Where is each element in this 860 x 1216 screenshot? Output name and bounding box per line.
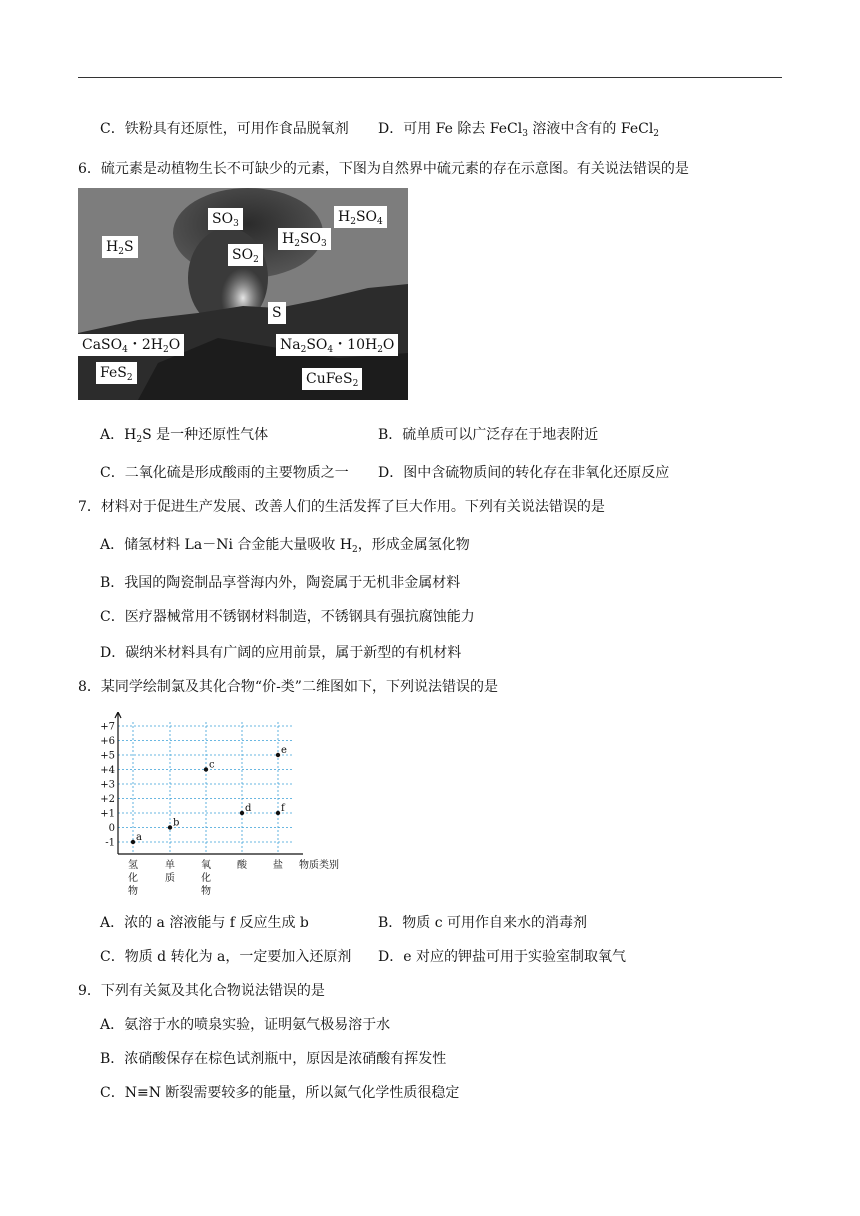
- x-category-label: 质: [165, 873, 175, 884]
- y-tick-label: +7: [100, 721, 115, 733]
- label-h2so4: $H_2SO_4$: [334, 206, 387, 228]
- y-tick-label: +4: [100, 765, 115, 776]
- q8-option-d[interactable]: D．e 对应的钾盐可用于实验室制取氧气: [378, 949, 626, 965]
- x-category-label: 单: [165, 860, 175, 871]
- q8-option-c[interactable]: C．物质 d 转化为 a，一定要加入还原剂: [100, 949, 352, 965]
- label-h2so3: $H_2SO_3$: [278, 228, 331, 250]
- x-axis-label: 物质类别: [299, 860, 339, 871]
- q7-option-b[interactable]: B．我国的陶瓷制品享誉海内外，陶瓷属于无机非金属材料: [100, 575, 461, 591]
- label-h2s: $H_2S$: [102, 236, 138, 258]
- point-label-d: d: [245, 803, 252, 814]
- point-label-f: f: [281, 803, 285, 814]
- point-label-a: a: [136, 832, 142, 843]
- sulfur-nature-photo: [78, 188, 408, 400]
- x-category-label: 酸: [237, 860, 247, 871]
- y-tick-label: 0: [108, 823, 115, 834]
- q8-option-b[interactable]: B．物质 c 可用作自来水的消毒剂: [378, 915, 588, 931]
- label-s: S: [268, 302, 286, 324]
- point-b: [168, 825, 172, 829]
- q7-stem: 7．材料对于促进生产发展、改善人们的生活发挥了巨大作用。下列有关说法错误的是: [78, 499, 605, 515]
- q5-option-c[interactable]: C．铁粉具有还原性，可用作食品脱氧剂: [100, 121, 349, 137]
- q7-option-c[interactable]: C．医疗器械常用不锈钢材料制造，不锈钢具有强抗腐蚀能力: [100, 609, 475, 625]
- label-so2: $SO_2$: [228, 244, 263, 266]
- q6-option-a[interactable]: A．$H_2S$ 是一种还原性气体: [100, 427, 269, 445]
- q9-option-a[interactable]: A．氨溶于水的喷泉实验，证明氨气极易溶于水: [100, 1017, 391, 1033]
- x-category-label: 盐: [273, 860, 283, 871]
- x-category-label: 氧: [201, 860, 211, 871]
- label-caso4: CaSO$_4$・$2H_2O$: [78, 334, 184, 356]
- q9-option-b[interactable]: B．浓硝酸保存在棕色试剂瓶中，原因是浓硝酸有挥发性: [100, 1051, 447, 1067]
- q6-option-c[interactable]: C．二氧化硫是形成酸雨的主要物质之一: [100, 465, 349, 481]
- q6-option-b[interactable]: B．硫单质可以广泛存在于地表附近: [378, 427, 599, 443]
- point-a: [131, 840, 135, 844]
- q7-option-d[interactable]: D．碳纳米材料具有广阔的应用前景，属于新型的有机材料: [100, 645, 462, 661]
- y-tick-label: +3: [100, 779, 115, 791]
- label-fes2: FeS$_2$: [96, 362, 137, 384]
- q8-stem: 8．某同学绘制氯及其化合物“价-类”二维图如下，下列说法错误的是: [78, 679, 498, 695]
- y-tick-label: +2: [100, 794, 115, 805]
- label-so3: $SO_3$: [208, 208, 243, 230]
- point-label-e: e: [281, 745, 287, 756]
- label-cufes2: CuFeS$_2$: [302, 368, 362, 390]
- point-label-c: c: [209, 759, 215, 771]
- x-category-label: 物: [201, 886, 211, 897]
- q5-option-d[interactable]: D．可用 Fe 除去 FeCl$_3$ 溶液中含有的 FeCl$_2$: [378, 121, 660, 139]
- point-e: [276, 753, 280, 757]
- header-rule: [78, 77, 782, 78]
- q6-option-d[interactable]: D．图中含硫物质间的转化存在非氧化还原反应: [378, 465, 670, 481]
- point-c: [204, 767, 208, 771]
- valence-class-chart: [78, 712, 368, 902]
- y-tick-label: +1: [100, 808, 115, 820]
- x-category-label: 氢: [128, 860, 138, 871]
- y-tick-label: -1: [105, 837, 115, 849]
- q9-stem: 9．下列有关氮及其化合物说法错误的是: [78, 983, 325, 999]
- point-f: [276, 811, 280, 815]
- q6-stem: 6．硫元素是动植物生长不可缺少的元素，下图为自然界中硫元素的存在示意图。有关说法错误的是: [78, 161, 689, 177]
- y-tick-label: +6: [100, 736, 115, 747]
- q7-option-a[interactable]: A．储氢材料 La－Ni 合金能大量吸收 $H_2$，形成金属氢化物: [100, 537, 470, 555]
- x-category-label: 化: [128, 873, 138, 884]
- x-category-label: 物: [128, 886, 138, 897]
- point-d: [240, 811, 244, 815]
- q9-option-c[interactable]: C．N≡N 断裂需要较多的能量，所以氮气化学性质很稳定: [100, 1085, 460, 1101]
- q8-option-a[interactable]: A．浓的 a 溶液能与 f 反应生成 b: [100, 915, 309, 931]
- point-label-b: b: [173, 817, 180, 829]
- x-category-label: 化: [201, 873, 211, 884]
- label-na2so4: $Na_2SO_4$・$10H_2O$: [276, 334, 398, 356]
- y-tick-label: +5: [100, 750, 115, 762]
